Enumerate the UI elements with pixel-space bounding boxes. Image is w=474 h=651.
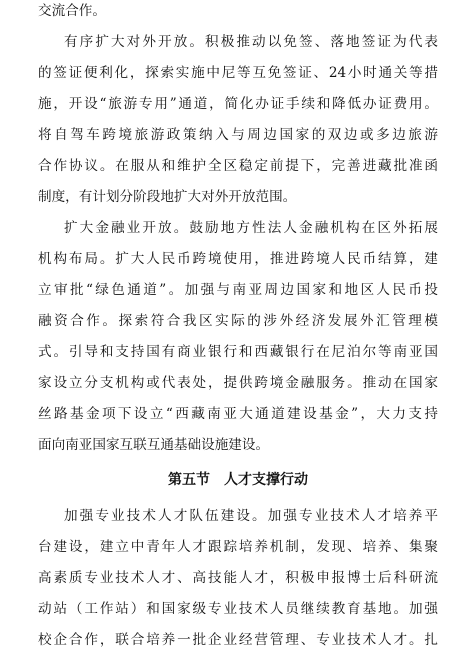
paragraph-3-line-6: 家设立分支机构或代表处，提供跨境金融服务。推动在国家 — [38, 375, 438, 391]
paragraph-4-line-5: 校企合作，联合培养一批企业经营管理、专业技术人才。扎 — [38, 632, 438, 648]
paragraph-3-line-3: 立审批“绿色通道”。加强与南亚周边国家和地区人民币投 — [38, 282, 438, 298]
paragraph-4-line-2: 台建设，建立中青年人才跟踪培养机制，发现、培养、集聚 — [38, 539, 438, 555]
paragraph-2-line-3: 施，开设“旅游专用”通道，简化办证手续和降低办证费用。 — [38, 96, 438, 112]
paragraph-3-line-1: 扩大金融业开放。鼓励地方性法人金融机构在区外拓展 — [64, 220, 438, 236]
paragraph-2-line-1: 有序扩大对外开放。积极推动以免签、落地签证为代表 — [64, 34, 438, 50]
paragraph-2-line-5: 合作协议。在服从和维护全区稳定前提下，完善进藏批准函 — [38, 158, 438, 174]
section-heading: 第五节 人才支撑行动 — [168, 472, 308, 488]
paragraph-1-line-1: 交流合作。 — [38, 3, 106, 19]
paragraph-4-line-3: 高素质专业技术人才、高技能人才，积极申报博士后科研流 — [38, 570, 438, 586]
paragraph-3-line-8: 面向南亚国家互联互通基础设施建设。 — [38, 437, 270, 453]
paragraph-2-line-4: 将自驾车跨境旅游政策纳入与周边国家的双边或多边旅游 — [38, 127, 438, 143]
paragraph-2-line-6: 制度，有计划分阶段地扩大对外开放范围。 — [38, 189, 297, 205]
paragraph-4-line-1: 加强专业技术人才队伍建设。加强专业技术人才培养平 — [64, 508, 438, 524]
paragraph-3-line-2: 机构布局。扩大人民币跨境使用，推进跨境人民币结算，建 — [38, 251, 438, 267]
paragraph-2-line-2: 的签证便利化，探索实施中尼等互免签证、24小时通关等措 — [38, 65, 438, 81]
paragraph-3-line-5: 式。引导和支持国有商业银行和西藏银行在尼泊尔等南亚国 — [38, 344, 438, 360]
paragraph-3-line-4: 融资合作。探索符合我区实际的涉外经济发展外汇管理模 — [38, 313, 438, 329]
paragraph-4-line-4: 动站（工作站）和国家级专业技术人员继续教育基地。加强 — [38, 601, 438, 617]
paragraph-3-line-7: 丝路基金项下设立“西藏南亚大通道建设基金”，大力支持 — [38, 406, 438, 422]
